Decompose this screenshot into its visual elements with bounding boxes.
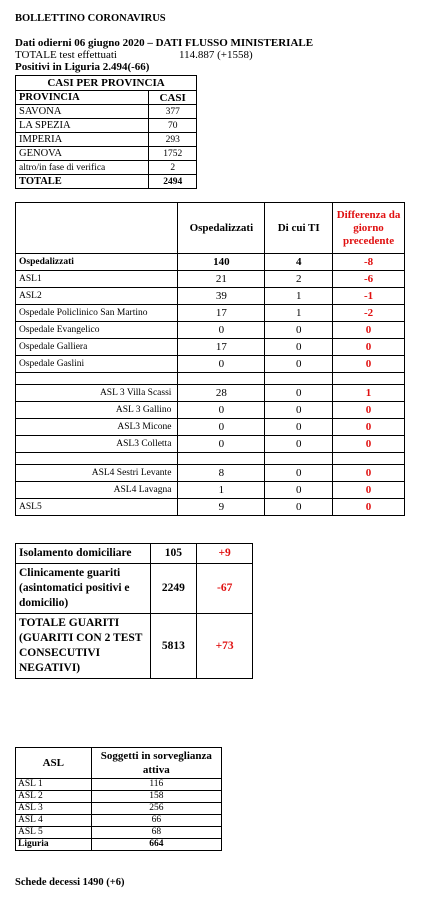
positives-line: Positivi in Liguria 2.494(-66) [15,61,150,73]
hospital-row [16,271,405,288]
hospital-row [16,339,405,356]
icu-count: 0 [265,385,333,402]
hospital-name: Ospedale Policlinico San Martino [16,305,178,322]
surveillance-row [16,815,222,827]
hospital-name: ASL3 Colletta [16,436,178,453]
icu-count: 2 [265,271,333,288]
difference-value: 0 [333,436,405,453]
empty-cell [178,373,265,385]
province-row [16,119,197,133]
hospitalized-count: 28 [178,385,265,402]
hospital-name: ASL4 Lavagna [16,482,178,499]
province-name: IMPERIA [16,133,149,147]
hospitalized-count: 9 [178,499,265,516]
recovery-difference: +73 [197,614,253,679]
col-icu: Di cui TI [265,203,333,254]
hospitalized-count: 17 [178,339,265,356]
surveillance-total-label: Liguria [16,839,92,851]
hospital-name: Ospedale Evangelico [16,322,178,339]
col-hospitalized: Ospedalizzati [178,203,265,254]
surveillance-value: 68 [91,827,221,839]
recovery-value: 105 [150,544,197,564]
difference-value: 0 [333,499,405,516]
hospitalized-count: 8 [178,465,265,482]
hospital-row [16,305,405,322]
surveillance-asl: ASL 4 [16,815,92,827]
province-cases: 377 [149,105,197,119]
hospital-row [16,499,405,516]
icu-count: 0 [265,419,333,436]
difference-value: 0 [333,322,405,339]
hospital-row [16,419,405,436]
province-cases: 2 [149,161,197,175]
hospital-name: ASL 3 Villa Scassi [16,385,178,402]
surveillance-row [16,827,222,839]
icu-count: 0 [265,402,333,419]
province-total-row [16,175,197,189]
col-asl: ASL [16,748,92,779]
icu-count: 0 [265,482,333,499]
province-header-row [16,91,197,105]
hospitalized-count: 0 [178,322,265,339]
date-line: Dati odierni 06 giugno 2020 – DATI FLUSSO MINISTERIALE [15,37,314,49]
hospital-name: ASL2 [16,288,178,305]
recovery-label: Clinicamente guariti (asintomatici positivi e domicilio) [16,564,151,614]
col-cases: CASI [149,91,197,105]
icu-count: 0 [265,339,333,356]
province-total-label: TOTALE [16,175,149,189]
recovery-row [16,614,253,679]
hospitalization-header-row [16,203,405,254]
empty-cell [265,373,333,385]
recovery-row [16,564,253,614]
recovery-table [15,543,253,679]
surveillance-row [16,803,222,815]
difference-value: 0 [333,339,405,356]
province-total-value: 2494 [149,175,197,189]
col-subjects: Soggetti in sorveglianza attiva [91,748,221,779]
hospital-row [16,465,405,482]
surveillance-asl: ASL 2 [16,791,92,803]
difference-value: 1 [333,385,405,402]
icu-count: 0 [265,499,333,516]
province-cases: 1752 [149,147,197,161]
hospital-row [16,288,405,305]
difference-value: -1 [333,288,405,305]
difference-value: 0 [333,482,405,499]
surveillance-table [15,747,222,851]
hospital-name: ASL4 Sestri Levante [16,465,178,482]
recovery-value: 5813 [150,614,197,679]
recovery-difference: -67 [197,564,253,614]
difference-value: 0 [333,356,405,373]
province-cases: 70 [149,119,197,133]
hospital-name: ASL1 [16,271,178,288]
difference-value: 0 [333,465,405,482]
surveillance-total-value: 664 [91,839,221,851]
corner-cell [16,203,178,254]
surveillance-total-row [16,839,222,851]
hospitalized-count: 0 [178,419,265,436]
province-cases: 293 [149,133,197,147]
hospitalized-count: 0 [178,402,265,419]
icu-count: 0 [265,322,333,339]
difference-value: 0 [333,419,405,436]
hospitalized-count: 140 [178,254,265,271]
province-name: GENOVA [16,147,149,161]
hospital-name: ASL5 [16,499,178,516]
tests-line [15,49,253,61]
blank-row [16,453,405,465]
recovery-label: TOTALE GUARITI (GUARITI CON 2 TEST CONSECUTIVI NEGATIVI) [16,614,151,679]
province-row [16,161,197,175]
province-caption-row [16,76,197,91]
hospitalized-count: 17 [178,305,265,322]
difference-value: -6 [333,271,405,288]
deaths-footer: Schede decessi 1490 (+6) [15,877,125,888]
blank-row [16,373,405,385]
difference-value: 0 [333,402,405,419]
difference-value: -2 [333,305,405,322]
col-difference: Differenza da giorno precedente [333,203,405,254]
empty-cell [16,373,178,385]
icu-count: 1 [265,305,333,322]
surveillance-value: 256 [91,803,221,815]
surveillance-value: 116 [91,779,221,791]
surveillance-value: 66 [91,815,221,827]
province-table-caption: CASI PER PROVINCIA [16,76,197,91]
hospital-row [16,385,405,402]
hospital-row [16,482,405,499]
hospital-name: ASL 3 Gallino [16,402,178,419]
surveillance-value: 158 [91,791,221,803]
surveillance-row [16,791,222,803]
province-row [16,133,197,147]
bulletin-title: BOLLETTINO CORONAVIRUS [15,13,166,24]
surveillance-asl: ASL 3 [16,803,92,815]
hospitalization-table [15,202,405,516]
hospital-row [16,322,405,339]
province-cases-table [15,75,197,189]
province-name: SAVONA [16,105,149,119]
hospital-name: Ospedalizzati [16,254,178,271]
province-row [16,147,197,161]
hospitalized-count: 1 [178,482,265,499]
hospital-name: ASL3 Micone [16,419,178,436]
surveillance-header-row [16,748,222,779]
recovery-label: Isolamento domiciliare [16,544,151,564]
hospitalized-count: 39 [178,288,265,305]
icu-count: 1 [265,288,333,305]
hospital-row [16,402,405,419]
hospital-row [16,356,405,373]
icu-count: 0 [265,465,333,482]
province-name: LA SPEZIA [16,119,149,133]
empty-cell [333,373,405,385]
empty-cell [265,453,333,465]
surveillance-row [16,779,222,791]
icu-count: 4 [265,254,333,271]
province-row [16,105,197,119]
empty-cell [333,453,405,465]
recovery-value: 2249 [150,564,197,614]
icu-count: 0 [265,356,333,373]
hospital-name: Ospedale Galliera [16,339,178,356]
recovery-difference: +9 [197,544,253,564]
col-province: PROVINCIA [16,91,149,105]
tests-value: 114.887 (+1558) [179,49,253,61]
hospital-row [16,254,405,271]
icu-count: 0 [265,436,333,453]
hospitalized-count: 21 [178,271,265,288]
hospitalized-count: 0 [178,356,265,373]
empty-cell [16,453,178,465]
hospital-name: Ospedale Gaslini [16,356,178,373]
hospitalized-count: 0 [178,436,265,453]
difference-value: -8 [333,254,405,271]
recovery-row [16,544,253,564]
surveillance-asl: ASL 5 [16,827,92,839]
tests-label: TOTALE test effettuati [15,49,117,61]
empty-cell [178,453,265,465]
hospital-row [16,436,405,453]
province-name: altro/in fase di verifica [16,161,149,175]
surveillance-asl: ASL 1 [16,779,92,791]
